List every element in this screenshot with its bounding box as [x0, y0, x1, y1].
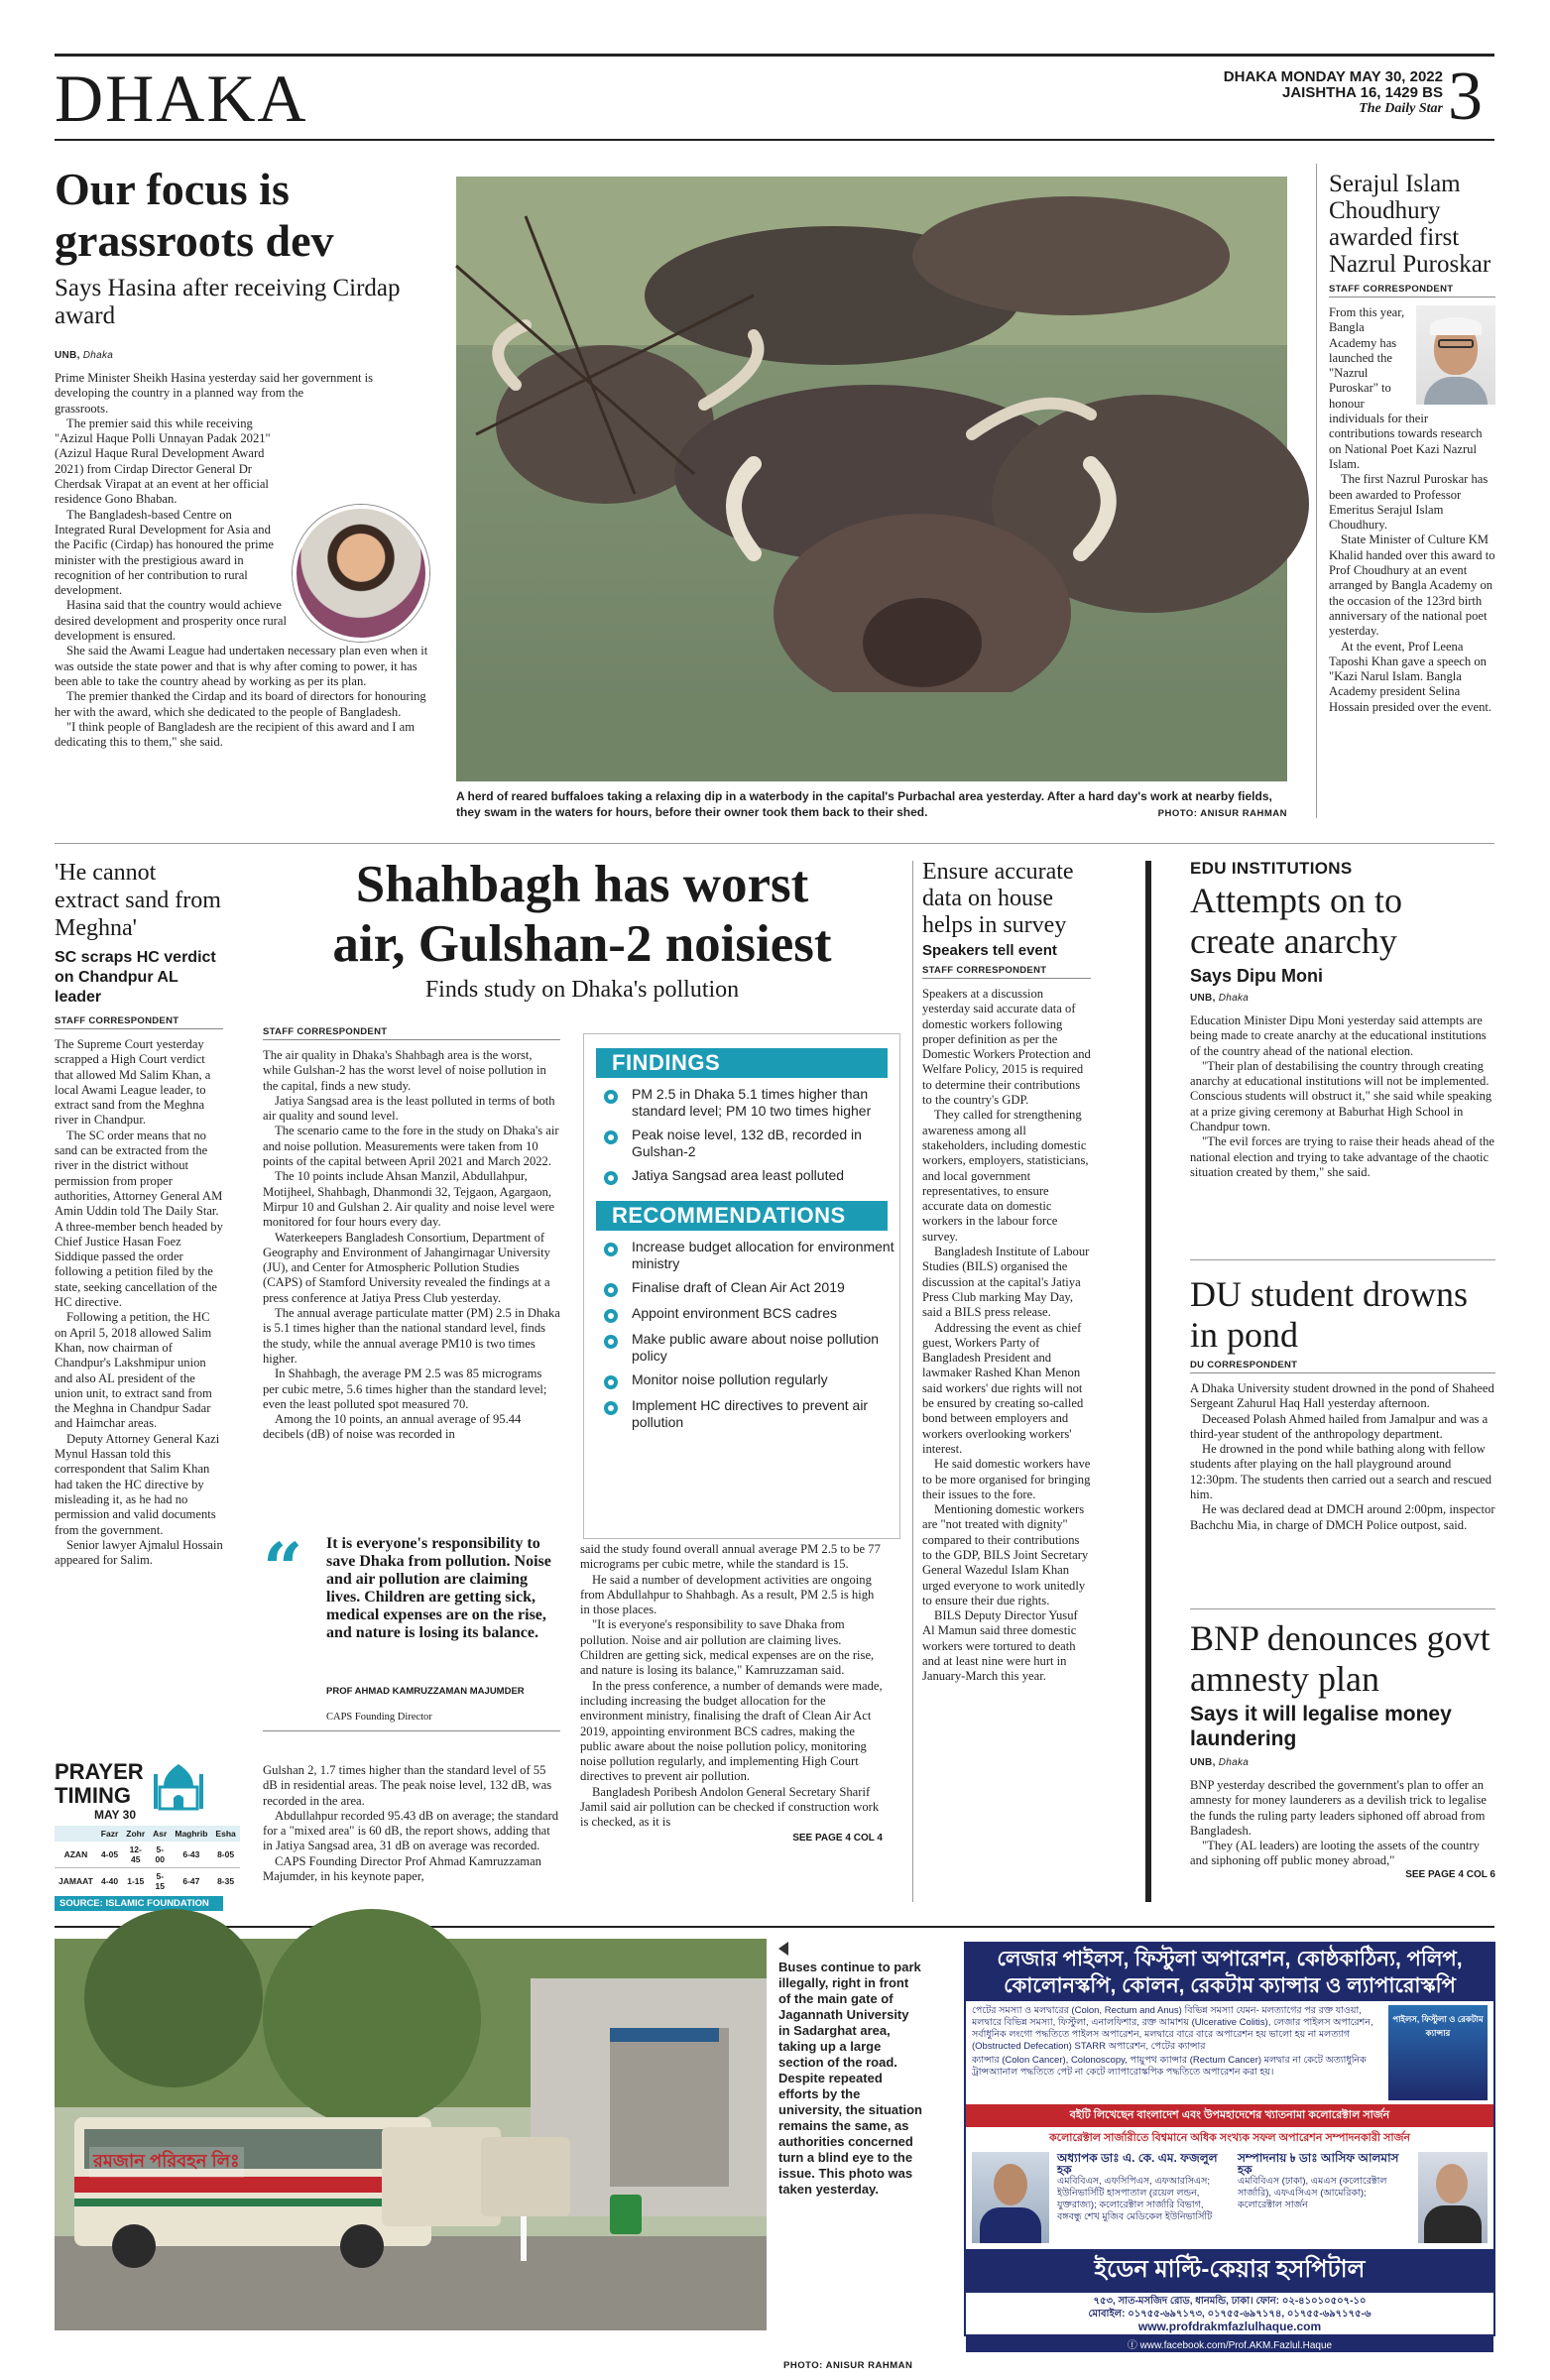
pull-quote	[263, 1527, 560, 1731]
story-body	[1329, 305, 1495, 715]
serajul-portrait	[1416, 305, 1495, 405]
findings-title: FINDINGS	[596, 1048, 888, 1078]
ad-book-title: পাইলস, ফিস্টুলা ও রেকটাম ক্যান্সার	[1392, 2014, 1484, 2038]
headline: 'He cannot extract sand from Meghna'	[55, 860, 221, 941]
ad-body-1: পেটের সমস্যা ও মলদ্বারের (Colon, Rectum and Anus) বিভিন্ন সমস্যা যেমন- মলত্যাগের পর রক্ত যাওয়া, মলদ্বারে বিভিন্ন সমস্যা, ফিস্টুলা, এনালফিশার, রক্ত আমাশয় (Ulcerative Colitis), লেজার পাইলস অপারেশন, সর্বাধুনিক লংগো পদ্ধতিতে পাইলস অপারেশন, মলদ্বারে বারে বারে অপারেশন হয় ভালো হয় না মলত্যাগ (Obstructed Defecation) STARR অপারেশন, পেটের ক্যান্সার	[972, 2005, 1373, 2052]
caption-pointer-icon	[778, 1942, 788, 1956]
prayer-timing	[55, 1759, 236, 1911]
paragraph: Speakers at a discussion yesterday said accurate data of domestic workers following proper definition as per the Domestic Workers Protection and Welfare Policy, 2015 is required to determine their contributions to the country's GDP.	[922, 987, 1091, 1108]
kicker: EDU INSTITUTIONS	[1190, 859, 1353, 878]
hasina-portrait	[293, 505, 429, 642]
paper-name: The Daily Star	[1359, 101, 1443, 116]
paragraph: The Supreme Court yesterday scrapped a High Court verdict that allowed Md Salim Khan, a local Awami League leader, to extract sand from the Meghna river in Chandpur.	[55, 1037, 211, 1128]
paragraph: The air quality in Dhaka's Shahbagh area is the worst, while Gulshan-2 has the worst level of noise pollution in the capital, finds a new study.	[263, 1048, 546, 1093]
bullet-icon	[604, 1090, 618, 1104]
shahbagh-subhead: Finds study on Dhaka's pollution	[424, 977, 740, 1003]
ad-contact	[966, 2293, 1493, 2335]
byline: STAFF CORRESPONDENT	[922, 965, 1047, 976]
prayer-cell: 1-15	[127, 1876, 145, 1886]
hospital-ad[interactable]	[964, 1942, 1495, 2351]
paragraph: Prime Minister Sheikh Hasina yesterday said her government is developing the country in a planned way from the grassroots.	[55, 371, 374, 416]
ad-address: ৭৫৩, সাত-মসজিদ রোড, ধানমন্ডি, ঢাকা। ফোন: ০২-৪১০১০৫০৭-১০	[1093, 2296, 1367, 2307]
headline: Serajul Islam Choudhury awarded first Nazrul Puroskar	[1329, 171, 1491, 278]
byline: UNB,	[1190, 1757, 1216, 1768]
buffalo-credit	[1131, 808, 1287, 819]
headline-line-1: Shahbagh has worst	[355, 856, 809, 913]
bullet-icon	[604, 1130, 618, 1144]
bullet-icon	[604, 1401, 618, 1415]
section-title: DHAKA	[55, 60, 308, 136]
byline: STAFF CORRESPONDENT	[1329, 284, 1454, 295]
paragraph: Waterkeepers Bangladesh Consortium, Department of Geography and Environment of Jahangirnagar University (JU), and Center for Atmospheric Pollution Studies (CAPS) of Stamford University revealed the findings at a press conference at Jatiya Press Club yesterday.	[263, 1230, 550, 1305]
credit-name: ANISUR RAHMAN	[1200, 808, 1287, 819]
paragraph: They called for strengthening awareness among all stakeholders, including domestic workers, employers, statisticians, and local government representatives, to ensure accurate data on domestic workers in the labour force survey.	[922, 1108, 1089, 1244]
ad-body-2: ক্যান্সার (Colon Cancer), Colonoscopy, পায়ুপথ ক্যান্সার (Rectum Cancer) মলদ্বার না কেটে অত্যাধুনিক ট্রান্সঅ্যানাল পদ্ধতিতে পেট না কেটে ল্যাপারোস্কপিক পদ্ধতিতে অপারেশন করা হয়।	[972, 2055, 1367, 2078]
paragraph: She said the Awami League had undertaken necessary plan even when it was outside the state power and that is why after coming to power, it has been able to take the country ahead by working as per its plan.	[55, 644, 428, 688]
finding-text: Jatiya Sangsad area least polluted	[632, 1167, 845, 1183]
recommendation-text: Monitor noise pollution regularly	[632, 1371, 828, 1387]
paragraph: Bangladesh Poribesh Andolon General Secretary Sharif Jamil said air pollution can be checked if construction work is checked, as it is	[580, 1784, 880, 1830]
headline: DU student drowns in pond	[1190, 1274, 1468, 1355]
headline: BNP denounces govt amnesty plan	[1190, 1618, 1490, 1699]
prayer-cell: 4-05	[101, 1849, 119, 1859]
prayer-cell: 6-47	[182, 1876, 200, 1886]
doctor-2-name: সম্পাদনায় ৳ ডাঃ আসিফ আলমাস হক	[1238, 2151, 1399, 2177]
see-page-link[interactable]: SEE PAGE 4 COL 4	[792, 1832, 883, 1844]
byline-city: Dhaka	[1218, 1757, 1250, 1768]
doctor-1-photo	[972, 2152, 1049, 2243]
ad-strip-2: কলোরেক্টাল সার্জারীতে বিশ্বমানে অধিক সংখ্যক সফল অপারেশন সম্পাদনকারী সার্জন	[1048, 2132, 1410, 2144]
credit-name: ANISUR RAHMAN	[825, 2360, 913, 2371]
story-divider	[1190, 1259, 1495, 1260]
paragraph: "It is everyone's responsibility to save Dhaka from pollution. Noise and air pollution are claiming lives. Children are getting sick, medical expenses are on the rise, and nature is losing its balance," Kamruzzaman said.	[580, 1617, 875, 1678]
doctor-2-details: এমবিবিএস (ঢাকা), এমএস (কলোরেক্টাল সার্জারি), এফএসিএস (আমেরিকা); কলোরেক্টাল সার্জন	[1238, 2176, 1387, 2210]
buffalo-image	[456, 177, 1287, 781]
ad-body	[972, 2005, 1382, 2100]
shahbagh-col-2	[580, 1542, 883, 1844]
buffalo-photo	[456, 177, 1287, 781]
paragraph: In the press conference, a number of demands were made, including increasing the budget allocation for the environment ministry, finalising the draft of Clean Air Act 2019, appointing environment BCS cadres, making the public aware about the noise pollution policy, monitoring noise pollution regularly, and implementing High Court directives to prevent air pollution.	[580, 1678, 883, 1784]
paragraph: The premier said this while receiving "Azizul Haque Polli Unnayan Padak 2021" (Azizul Haque Rural Development Award 2021) from Cirdap Director General Dr Cherdsak Virapat at an event at her official residence Gono Bhaban.	[55, 416, 271, 507]
bullet-icon	[604, 1171, 618, 1185]
paragraph: The annual average particulate matter (PM) 2.5 in Dhaka is 5.1 times higher than the national standard level, finds the study, while the annual average PM10 is two times higher.	[263, 1306, 560, 1366]
paragraph: "They (AL leaders) are looting the assets of the country and siphoning off public money abroad,"	[1190, 1839, 1480, 1868]
paragraph: Education Minister Dipu Moni yesterday said attempts are being made to create anarchy at the educational institutions of the country ahead of the national election.	[1190, 1013, 1487, 1058]
prayer-header: Fazr	[100, 1829, 119, 1839]
prayer-header: Asr	[153, 1829, 168, 1839]
prayer-cell: 12-45	[129, 1844, 142, 1864]
story-body	[263, 1048, 560, 1443]
recommendation-text: Increase budget allocation for environment ministry	[632, 1239, 894, 1271]
recommendation-text: Implement HC directives to prevent air pollution	[632, 1397, 869, 1430]
paragraph: Gulshan 2, 1.7 times higher than the standard level of 55 dB in residential areas. The peak noise level, 132 dB, was recorded in the area.	[263, 1763, 552, 1808]
meghna-story	[55, 859, 223, 1568]
prayer-source: SOURCE: ISLAMIC FOUNDATION	[55, 1896, 223, 1911]
page-number: 3	[1448, 59, 1483, 135]
recommendation-item	[604, 1279, 899, 1297]
caption-text: Buses continue to park illegally, right in front of the main gate of Jagannath University in Sadarghat area, taking up a large section of the road. Despite repeated efforts by the university, the situation remains the same, as authorities concerned turn a blind eye to the issue. This photo was taken yesterday.	[778, 1960, 922, 2197]
prayer-cell: 4-40	[101, 1876, 119, 1886]
headline: Ensure accurate data on house helps in survey	[922, 859, 1074, 938]
bus-credit	[783, 2360, 912, 2371]
byline: UNB,	[1190, 993, 1216, 1004]
recommendation-text: Make public aware about noise pollution policy	[632, 1331, 880, 1364]
recommendation-item	[604, 1371, 899, 1389]
paragraph: Abdullahpur recorded 95.43 dB on average; the standard for a "mixed area" is 60 dB, the report shows, adding that in Jatiya Sangsad area, 31 dB on average was recorded.	[263, 1808, 559, 1853]
paragraph: The Bangladesh-based Centre on Integrated Rural Development for Asia and the Pacific (Cirdap) has honoured the prime minister with the prestigious award in recognition of her contribution to rural development.	[55, 507, 275, 598]
paragraph: At the event, Prof Leena Taposhi Khan gave a speech on "Kazi Narul Islam. Bangla Academy president Selina Hossain presided over the event.	[1329, 639, 1492, 714]
story-body	[580, 1542, 883, 1831]
quote-role: CAPS Founding Director	[326, 1712, 432, 1723]
story-body	[922, 987, 1091, 1685]
bullet-icon	[604, 1335, 618, 1349]
prayer-cell: 5-15	[155, 1871, 165, 1891]
paragraph: The scenario came to the fore in the study on Dhaka's air and noise pollution. Measurements were taken from 10 points of the capital between April 2021 and March 2022.	[263, 1124, 559, 1169]
paragraph: Deputy Attorney General Kazi Mynul Hassan told this correspondent that Salim Khan had taken the HC directive by misleading it, as he had no permission and valid documents from the government.	[55, 1431, 220, 1537]
story-divider	[1190, 1608, 1495, 1609]
date: DHAKA MONDAY MAY 30, 2022	[1223, 68, 1443, 85]
credit-label: PHOTO:	[1157, 808, 1198, 819]
finding-item	[604, 1127, 899, 1159]
ad-facebook[interactable]	[966, 2335, 1493, 2352]
ad-strip: বইটি লিখেছেন বাংলাদেশ এবং উপমহাদেশের খ্যাতনামা কলোরেক্টাল সার্জন	[966, 2104, 1493, 2127]
subhead: Says Dipu Moni	[1190, 966, 1324, 986]
masthead-top-rule	[55, 54, 1494, 57]
masthead-bottom-rule	[55, 139, 1494, 141]
prayer-header: Maghrib	[175, 1829, 208, 1839]
prayer-cell: 8-35	[217, 1876, 235, 1886]
prayer-cell: 6-43	[182, 1849, 200, 1859]
du-story	[1190, 1274, 1495, 1533]
byline: STAFF CORRESPONDENT	[263, 1026, 388, 1037]
bus-sign: রমজান পরিবহন লিঃ	[89, 2147, 244, 2178]
shahbagh-col-1	[263, 1026, 560, 1443]
paragraph: The first Nazrul Puroskar has been awarded to Professor Emeritus Serajul Islam Choudhury.	[1329, 472, 1489, 533]
prayer-table	[55, 1826, 240, 1894]
paragraph: BILS Deputy Director Yusuf Al Mamun said three domestic workers were tortured to death and at least nine were hurt in January-March this year.	[922, 1608, 1078, 1684]
prayer-header: Esha	[215, 1829, 236, 1839]
paragraph: BNP yesterday described the government's plan to offer an amnesty for money launderers as a devilish trick to legalise the funds the ruling party leaders siphoned off abroad from Bangladesh.	[1190, 1778, 1488, 1838]
bullet-icon	[604, 1243, 618, 1256]
paragraph: He said domestic workers have to be more organised for bringing their issues to the fore.	[922, 1457, 1091, 1501]
mosque-icon	[150, 1760, 207, 1816]
paragraph: Among the 10 points, an annual average of 95.44 decibels (dB) of noise was recorded in	[263, 1412, 522, 1442]
caption-text: A herd of reared buffaloes taking a relaxing dip in a waterbody in the capital's Purbachal area yesterday. After a hard day's work at nearby fields, they swam in the waters for hours, before their owner took them back to their shed.	[456, 789, 1272, 819]
story-body	[263, 1763, 560, 1884]
subhead: Says it will legalise money laundering	[1190, 1703, 1452, 1750]
bullet-icon	[604, 1283, 618, 1297]
prayer-cell: AZAN	[63, 1849, 88, 1859]
doctor-2-photo	[1418, 2152, 1488, 2243]
paragraph: Hasina said that the country would achieve desired development and prosperity once rural development is ensured.	[55, 598, 287, 644]
prayer-cell: 8-05	[217, 1849, 235, 1859]
prayer-header: Zohr	[126, 1829, 146, 1839]
story-body	[55, 371, 431, 837]
credit-label: PHOTO:	[783, 2360, 823, 2371]
paragraph: He said a number of development activities are ongoing from Abdullahpur to Shahbagh. As a result, PM 2.5 is high in those places.	[580, 1572, 875, 1617]
section-rule	[55, 843, 1494, 844]
story-body	[1190, 1013, 1495, 1180]
prayer-cell: JAMAAT	[59, 1876, 93, 1886]
bangla-date: JAISHTHA 16, 1429 BS	[1281, 84, 1443, 101]
recommendation-item	[604, 1239, 899, 1271]
date-line	[1150, 69, 1443, 117]
ad-title-1: লেজার পাইলস, ফিস্টুলা অপারেশন, কোষ্ঠকাঠিন্য, পলিপ,	[997, 1948, 1463, 1970]
paragraph: Bangladesh Institute of Labour Studies (BILS) organised the discussion at the capital's Jatiya Press Club marking May Day, said a BILS press release.	[922, 1245, 1090, 1320]
subhead: Speakers tell event	[922, 942, 1057, 959]
paragraph: "Their plan of destabilising the country through creating anarchy at educational institutions will not be implemented. Conscious students will obstruct it," she said while speaking at a prize giving ceremony at Baburhat High School in Chandpur town.	[1190, 1058, 1492, 1134]
ad-title	[966, 1944, 1493, 2001]
shahbagh-col-1b	[263, 1763, 560, 1884]
recommendation-text: Appoint environment BCS cadres	[632, 1305, 837, 1321]
paragraph: He drowned in the pond while bathing along with fellow students after playing on the hall playground around 12:30pm. The students then carried out a search and rescued him.	[1190, 1442, 1492, 1502]
bus-photo	[55, 1939, 767, 2330]
finding-text: Peak noise level, 132 dB, recorded in Gulshan-2	[632, 1127, 862, 1159]
subhead: SC scraps HC verdict on Chandpur AL leader	[55, 949, 216, 1006]
shahbagh-headline	[260, 855, 904, 974]
byline: STAFF CORRESPONDENT	[55, 1015, 179, 1026]
recommendation-item	[604, 1331, 899, 1364]
byline: UNB,	[55, 350, 80, 361]
paragraph: Jatiya Sangsad area is the least polluted in terms of both air quality and sound level.	[263, 1093, 555, 1124]
section-rule	[55, 1926, 1494, 1928]
paragraph: CAPS Founding Director Prof Ahmad Kamruzzaman Majumder, in his keynote paper,	[263, 1853, 541, 1884]
story-body	[1190, 1381, 1495, 1533]
headline: Our focus is grassroots dev	[55, 164, 334, 266]
edu-story	[1190, 859, 1495, 1180]
bullet-icon	[604, 1375, 618, 1389]
paragraph: The 10 points include Ahsan Manzil, Abdullahpur, Motijheel, Shahbagh, Dhanmondi 32, Tejgaon, Agargaon, Mirpur 10 and Gulshan 2. Air quality and noise level were monitored for four hours every day.	[263, 1169, 555, 1230]
recommendation-text: Finalise draft of Clean Air Act 2019	[632, 1279, 845, 1295]
prayer-date: MAY 30	[94, 1808, 137, 1822]
facebook-icon: ⓕ	[1127, 2340, 1140, 2351]
paragraph: said the study found overall annual average PM 2.5 to be 77 micrograms per cubic metre, while the standard is 15.	[580, 1542, 881, 1572]
quote-text: It is everyone's responsibility to save Dhaka from pollution. Noise and air pollution are claiming lives. Children are getting sick, medical expenses are on the rise, and nature is losing its balance.	[326, 1535, 551, 1641]
paragraph: In Shahbagh, the average PM 2.5 was 85 micrograms per cubic metre, 5.6 times higher than the standard level; even the least polluted spot measured 70.	[263, 1367, 547, 1411]
findings-box	[583, 1033, 900, 1539]
doctor-1-name: অধ্যাপক ডাঃ এ. কে. এম. ফজলুল হক	[1057, 2151, 1218, 2177]
byline: DU CORRESPONDENT	[1190, 1360, 1298, 1370]
prayer-header	[55, 1826, 97, 1842]
finding-item	[604, 1086, 899, 1119]
paragraph: From this year, Bangla Academy has launched the "Nazrul Puroskar" to honour individuals for their contributions towards research on National Poet Kazi Nazrul Islam.	[1329, 305, 1483, 471]
hospital-name: ইডেন মাল্টি-কেয়ার হসপিটাল	[966, 2249, 1493, 2293]
doctor-1-details: এমবিবিএস, এফসিপিএস, এফআরসিএস; ইউনিভার্সিটি হাসপাতাল (রয়েল লন্ডন, যুক্তরাজ্য); কলোরেক্টাল সার্জারি বিভাগ, বঙ্গবন্ধু শেখ মুজিব মেডিকেল ইউনিভার্সিটি	[1057, 2176, 1213, 2222]
recommendation-item	[604, 1397, 899, 1430]
paragraph: He was declared dead at DMCH around 2:00pm, inspector Bachchu Mia, in charge of DMCH Police outpost, said.	[1190, 1502, 1495, 1532]
subhead: Says Hasina after receiving Cirdap award	[55, 275, 401, 329]
prayer-title-2: TIMING	[55, 1783, 131, 1808]
ad-title-2: কোলোনস্কপি, কোলন, রেকটাম ক্যান্সার ও ল্যাপারোস্কপি	[1004, 1974, 1456, 1997]
column-rule	[912, 861, 913, 1902]
paragraph: The premier thanked the Cirdap and its board of directors for honouring her with the award, which she dedicated to the people of Bangladesh.	[55, 689, 426, 719]
bus-image	[55, 1939, 767, 2330]
paragraph: The SC order means that no sand can be extracted from the river in the district without permission from proper authorities, Attorney General AM Amin Uddin told The Daily Star. A three-member bench headed by Chief Justice Hasan Foez Siddique passed the order following a petition filed by the state, seeking cancellation of the HC directive.	[55, 1128, 223, 1310]
see-page-link[interactable]: SEE PAGE 4 COL 6	[1405, 1868, 1495, 1880]
bnp-story	[1190, 1618, 1495, 1880]
headline: Attempts on to create anarchy	[1190, 881, 1402, 961]
ad-book-cover	[1388, 2005, 1488, 2100]
paragraph: "I think people of Bangladesh are the recipient of this award and I am dedicating this to them," she said.	[55, 719, 415, 750]
quote-author: PROF AHMAD KAMRUZZAMAN MAJUMDER	[326, 1686, 525, 1697]
paragraph: Senior lawyer Ajmalul Hossain appeared for Salim.	[55, 1537, 223, 1568]
headline-line-2: air, Gulshan-2 noisiest	[332, 915, 832, 973]
ad-website[interactable]: www.profdrakmfazlulhaque.com	[1137, 2320, 1322, 2333]
paragraph: Following a petition, the HC on April 5, 2018 allowed Salim Khan, now chairman of Chandpur's Lakshmipur union and also AL president of the union unit, to extract sand from the Meghna in Chandpur Sadar and Haimchar areas.	[55, 1310, 212, 1431]
prayer-title-1: PRAYER	[55, 1759, 144, 1784]
column-rule	[1316, 164, 1317, 818]
bus-caption	[778, 1942, 922, 2198]
paragraph: Deceased Polash Ahmed hailed from Jamalpur and was a third-year student of the anthropology department.	[1190, 1411, 1489, 1441]
recommendation-item	[604, 1305, 899, 1323]
finding-text: PM 2.5 in Dhaka 5.1 times higher than standard level; PM 10 two times higher	[632, 1086, 872, 1119]
paragraph: Mentioning domestic workers are "not treated with dignity" compared to their contributions to the GDP, BILS Joint Secretary General Wazedul Islam Khan urged everyone to work unitedly to ensure their due rights.	[922, 1502, 1089, 1607]
thick-column-rule	[1145, 861, 1151, 1902]
paragraph: A Dhaka University student drowned in the pond of Shaheed Sergeant Zahurul Haq Hall yesterday afternoon.	[1190, 1381, 1494, 1411]
byline-city: Dhaka	[1218, 993, 1250, 1004]
survey-story	[922, 859, 1091, 1685]
ad-phones: মোবাইল: ০১৭৫৫-৬৯৭১৭৩, ০১৭৫৫-৬৯৭১৭৪, ০১৭৫৫-৬৯৭১৭৫-৬	[1088, 2309, 1371, 2320]
ad-facebook-text: www.facebook.com/Prof.AKM.Fazlul.Haque	[1139, 2340, 1333, 2351]
hasina-story	[55, 164, 431, 837]
finding-item	[604, 1167, 899, 1185]
prayer-cell: 5-00	[155, 1844, 165, 1864]
recommendations-title: RECOMMENDATIONS	[596, 1201, 888, 1231]
bullet-icon	[604, 1309, 618, 1323]
story-body	[55, 1037, 223, 1568]
story-body	[1190, 1778, 1495, 1869]
byline-city: Dhaka	[82, 350, 114, 361]
paragraph: State Minister of Culture KM Khalid handed over this award to Prof Choudhury at an event arranged by Bangla Academy on the occasion of the 123rd birth anniversary of the national poet yesterday.	[1329, 533, 1495, 639]
serajul-story	[1329, 171, 1495, 715]
paragraph: "The evil forces are trying to raise their heads ahead of the national election and trying to take advantage of the chaotic situation created by them," she said.	[1190, 1134, 1495, 1179]
quote-mark-icon: “	[263, 1527, 303, 1609]
paragraph: Addressing the event as chief guest, Workers Party of Bangladesh President and lawmaker Rashed Khan Menon said workers' due rights will not be ensured by creating so-called bond between employers and workers overlooking workers' interest.	[922, 1320, 1084, 1456]
